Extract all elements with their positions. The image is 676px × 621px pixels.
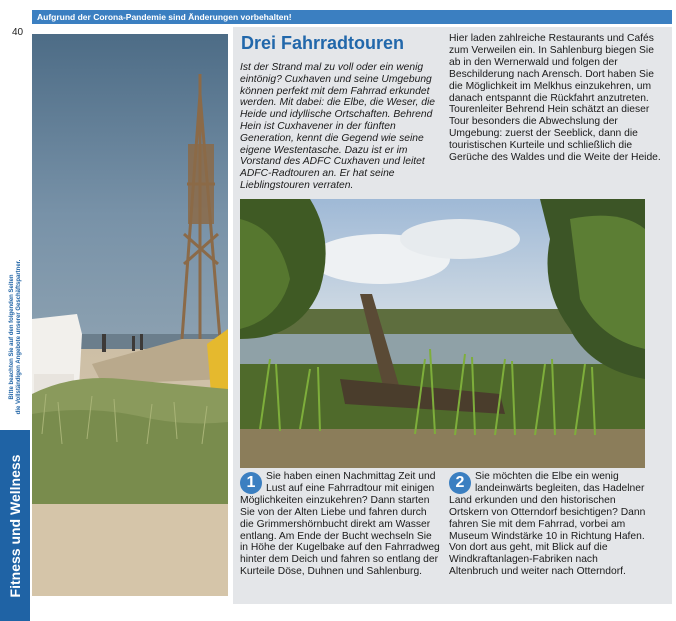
river-photo bbox=[240, 199, 645, 468]
section-tab-label: Fitness und Wellness bbox=[7, 454, 23, 598]
partner-note bbox=[3, 242, 29, 432]
tour-2-text: Sie möchten die Elbe ein wenig landeinwärts begleiten, das Hadelner Land erkunden und den historischen Ortskern von Otterndorf besichtigen? Dann fahren Sie mit dem Fahrrad, vorbei am Museum Windstärke 10 in Richtung Hafen. Von dort aus geht, mit Blick auf die Windkraftanlagen-Fabriken nach Altenbruch und weiter nach Otterndorf. bbox=[449, 471, 646, 578]
tour-1-text: Sie haben einen Nachmittag Zeit und Lust auf eine Fahrradtour mit einigen Möglichkeiten einzukehren? Dann starten Sie von der Alten Liebe und fahren durch die Grimmershörnbucht direkt am Wasser entlang. Am Ende der Bucht wechseln Sie in Höhe der Kugelbake auf den Fahrradweg hinter dem Deich und fahren so entlang der Kurteile Döse, Duhnen und Sahlenburg. bbox=[240, 471, 440, 578]
article-right-column: Hier laden zahlreiche Restaurants und Cafés zum Verweilen ein. In Sahlenburg biegen Sie ab in den Wernerwald und folgen der Beschilderung nach Arensch. Dort haben Sie die Möglichkeit im Melkhus einzukehren, um danach entspannt die Rückfahrt anzutreten. Tourenleiter Behrend Hein schätzt an dieser Tour besonders die Abwechslung der Umgebung: zuerst der Seeblick, dann die touristischen Kurteile und schließlich die Gerüche des Waldes und die Weite der Heide. bbox=[449, 33, 661, 164]
partner-note-line-2: die Vollständigen Angebote unserer Geschäftspartner. bbox=[16, 259, 22, 415]
article-intro: Ist der Strand mal zu voll oder ein wenig eintönig? Cuxhaven und seine Umgebung können perfekt mit dem Fahrrad erkundet werden. Mit dabei: die Elbe, die Weser, die Heide und idyllische Ortschaften. Behrend Hein ist Cuxhavener in der fünften Generation, kennt die Gegend wie seine eigene Westentasche. Dazu ist er im Vorstand des ADFC Cuxhaven und leitet ADFC-Radtouren an. Er hat seine Lieblingstouren verraten. bbox=[240, 62, 435, 191]
section-tab bbox=[4, 438, 26, 614]
tour-2 bbox=[449, 471, 649, 578]
page-number: 40 bbox=[12, 27, 24, 38]
tour-1 bbox=[240, 471, 440, 578]
partner-note-line-1: Bitte beachten Sie auf den folgenden Seiten bbox=[9, 274, 15, 400]
banner: Aufgrund der Corona-Pandemie sind Änderungen vorbehalten! bbox=[32, 10, 672, 24]
tour-2-number: 2 bbox=[449, 472, 471, 494]
river-photo-image bbox=[240, 199, 645, 468]
article-title: Drei Fahrradtouren bbox=[241, 33, 405, 53]
beach-photo-image bbox=[32, 34, 228, 596]
tour-1-number: 1 bbox=[240, 472, 262, 494]
beach-photo bbox=[32, 34, 228, 596]
